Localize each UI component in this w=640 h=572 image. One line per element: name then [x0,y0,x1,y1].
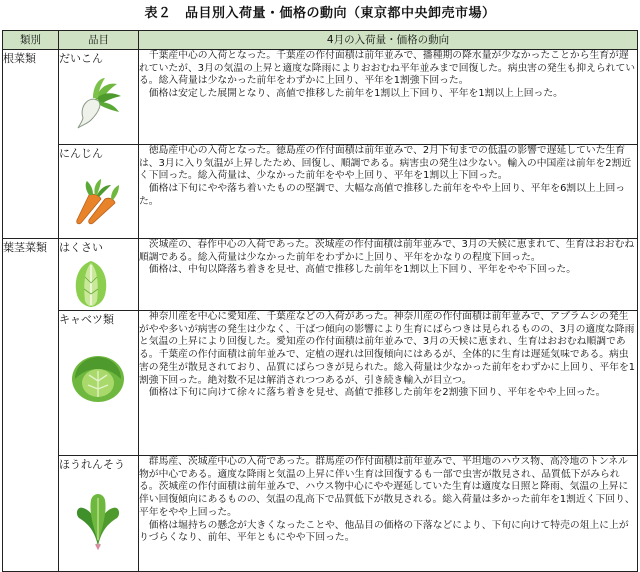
table-row [3,456,638,572]
carrot-icon [69,173,125,229]
trend-paragraph: 千葉産中心の入荷となった。千葉産の作付面積は前年並みで、播種期の降水量が少なかったことから生育が遅れていたが、3月の気温の上昇と適度な降雨によりおおむね平年並みまで回復した。病虫害の発生も抑えられている。総入荷量は少なかった前年をわずかに上回り、平年を1割強下回った。 [139,50,636,87]
trend-paragraph: 価格は下旬にやや落ち着いたものの堅調で、大幅な高値で推移した前年をやや上回り、平年を6割以上上回った。 [139,183,626,207]
trend-cell-cabbage [139,311,638,456]
table-row [3,239,638,311]
item-name: はくさい [59,241,103,254]
table-title: 表２ 品目別入荷量・価格の動向（東京都中央卸売市場） [144,6,496,21]
trend-paragraph: 群馬産、茨城産中心の入荷であった。群馬産の作付面積は前年並みで、平坦地のハウス物、高冷地のトンネル物が中心である。適度な降雨と気温の上昇に伴い生育は回復するも一部で虫害が散見され、品質低下がみられる。茨城産の作付面積は前年並みで、ハウス物中心にやや遅延していた生育は適度な日照と降雨、気温の上昇に伴い回復傾向にあるものの、気温の乱高下で品質低下が散見される。総入荷量は多かった前年を1割近く下回り、平年をやや上回った。 [139,456,635,518]
item-name: にんじん [59,147,103,160]
trend-paragraph: 神奈川産を中心に愛知産、千葉産などの入荷があった。神奈川産の作付面積は前年並みで、アブラムシの発生がやや多いが病害の発生は少なく、干ばつ傾向の影響により生育にばらつきは見られるものの、3月の適度な降雨と気温の上昇により回復した。愛知産の作付面積は前年並みで、3月の天候に恵まれ、生育はおおむね順調である。千葉産の作付面積は前年並みで、定植の遅れは回復傾向にはあるが、全体的に生育は遅延気味である。病虫害の発生が散見されており、品質にばらつきが見られた。総入荷量は少なかった前年をわずかに上回り、平年を1割強下回った。絶対数不足は解消されつつあるが、引き続き輸入が目立つ。 [139,311,635,386]
trend-paragraph: 茨城産の、春作中心の入荷であった。茨城産の作付面積は前年並みで、3月の天候に恵まれて、生育はおおむね順調である。総入荷量は少なかった前年をわずかに上回り、平年をかなりの程度下回った。 [139,239,635,263]
trend-paragraph: 価格は、中旬以降落ち着きを見せ、高値で推移した前年を1割以上下回り、平年をやや下回った。 [148,264,577,276]
spinach-icon [69,484,127,550]
daikon-icon [69,74,127,132]
item-name: キャベツ類 [59,313,114,326]
item-cell-daikon [59,50,139,145]
trend-cell-hakusai [139,239,638,311]
trend-paragraph: 価格は堀持ちの懸念が大きくなったことや、他品目の価格の下落などにより、下旬に向けて特売の俎上に上がりづらくなり、前年、平年ともにやや下回った。 [139,519,629,544]
cabbage-icon [69,349,127,405]
header-item: 品目 [59,31,139,50]
table-row [3,311,638,456]
item-cell-spinach [59,456,139,572]
header-category: 類別 [3,31,59,50]
hakusai-icon [69,259,113,309]
trend-paragraph: 価格は安定した展開となり、高値で推移した前年を1割以上下回り、平年を1割以上上回った。 [148,88,563,100]
table-row [3,50,638,145]
item-cell-carrot [59,145,139,239]
table-row [3,145,638,239]
trend-paragraph: 価格は下旬に向けて徐々に落ち着きを見せ、高値で推移した前年を2割強下回り、平年をやや上回った。 [148,387,606,399]
category-root-vegetables: 根菜類 [3,50,59,239]
trend-cell-carrot [139,145,638,239]
table-header-row [3,31,638,50]
trend-cell-spinach [139,456,638,572]
item-cell-cabbage [59,311,139,456]
trend-paragraph: 徳島産中心の入荷となった。徳島産の作付面積は前年並みで、2月下旬までの低温の影響で遅延していた生育は、3月に入り気温が上昇したため、回復し、順調である。病害虫の発生は少ない。輸入の中国産は前年を2割近く下回った。総入荷量は、少なかった前年をやや上回り、平年を1割以上下回った。 [139,145,632,182]
category-leafy-vegetables: 葉茎菜類 [3,239,59,572]
trend-cell-daikon [139,50,638,145]
price-trend-table [2,30,638,572]
header-trend: 4月の入荷量・価格の動向 [139,31,638,50]
item-name: ほうれんそう [59,458,125,471]
item-name: だいこん [59,52,103,65]
item-cell-hakusai [59,239,139,311]
